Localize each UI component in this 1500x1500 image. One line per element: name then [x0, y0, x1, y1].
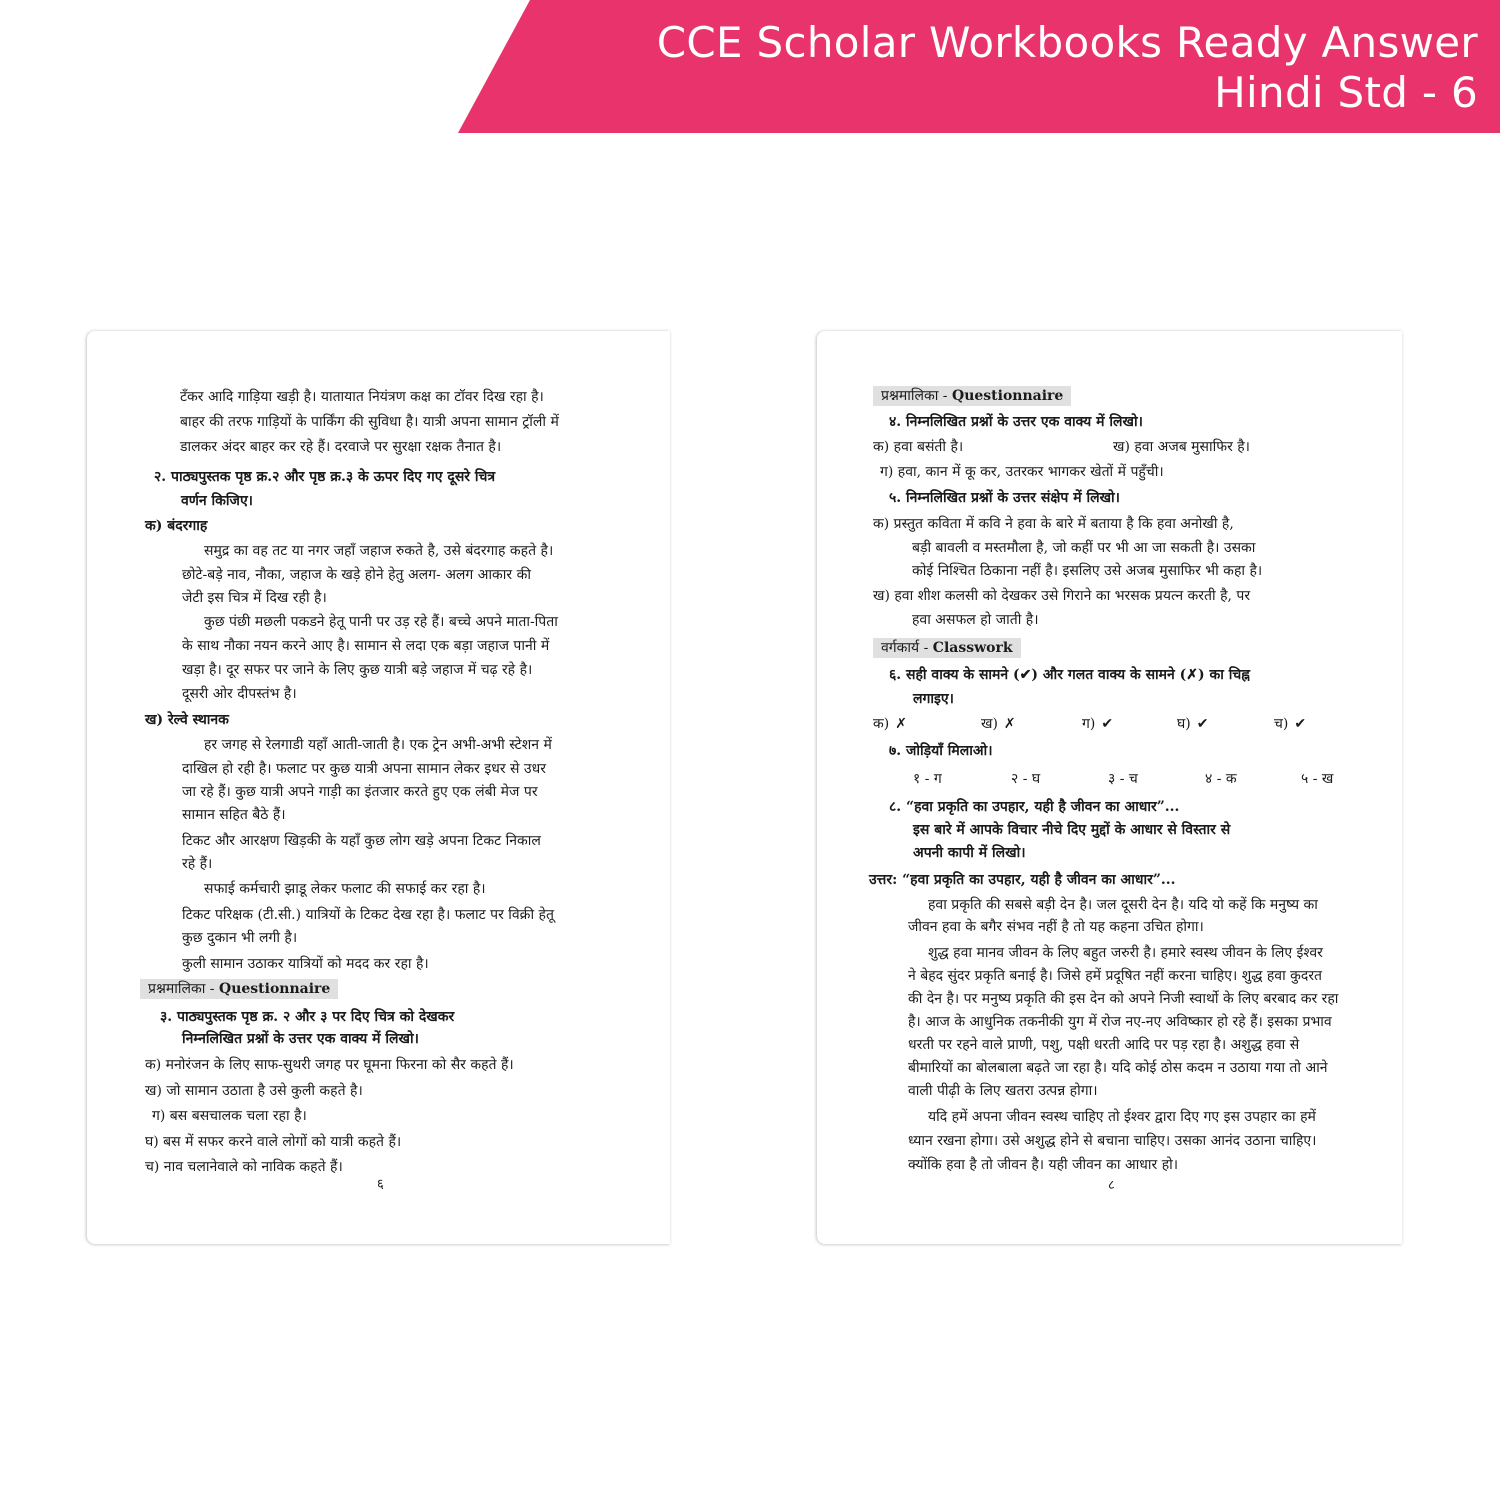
banner-title-line1: CCE Scholar Workbooks Ready Answer — [656, 18, 1478, 67]
mark-item — [1082, 714, 1113, 734]
text-line: दूसरी ओर दीपस्तंभ है। — [182, 686, 297, 702]
page-number: ६ — [377, 1177, 384, 1192]
answer-line: कोई निश्चित ठिकाना नहीं है। इसलिए उसे अजब मुसाफिर भी कहा है। — [912, 563, 1263, 579]
subheading-station: ख) रेल्वे स्थानक — [145, 712, 229, 728]
mark-item — [1177, 714, 1208, 734]
text-line: के साथ नौका नयन करने आए है। सामान से लदा एक बड़ा जहाज पानी में — [182, 638, 550, 654]
answer-line: क्योंकि हवा है तो जीवन है। यही जीवन का आधार हो। — [908, 1157, 1179, 1173]
question-7: ७. जोड़ियाँ मिलाओ। — [889, 743, 993, 759]
answer-line: ग) बस बसचालक चला रहा है। — [152, 1108, 307, 1124]
pair-item: ४ - क — [1205, 771, 1237, 787]
answer-heading: उत्तर: “हवा प्रकृति का उपहार, यही है जीवन का आधार”... — [869, 872, 1176, 888]
heading-english: Questionnaire — [219, 981, 331, 997]
pair-item: ३ - च — [1108, 771, 1138, 787]
text-line: समुद्र का वह तट या नगर जहाँ जहाज रुकते है, उसे बंदरगाह कहते है। — [204, 543, 554, 559]
subheading-port: क) बंदरगाह — [145, 518, 208, 534]
section-heading-questionnaire — [873, 386, 1071, 406]
answer-line: वाली पीढ़ी के लिए खतरा उत्पन्न होगा। — [908, 1083, 1098, 1099]
answer-line: है। आज के आधुनिक तकनीकी युग में रोज नए-नए अविष्कार हो रहे हैं। इसका प्रभाव — [908, 1014, 1332, 1030]
answer-line: ध्यान रखना होगा। उसे अशुद्ध होने से बचाना चाहिए। उसका आनंद उठाना चाहिए। — [908, 1133, 1317, 1149]
answer-line: क) प्रस्तुत कविता में कवि ने हवा के बारे में बताया है कि हवा अनोखी है, — [873, 516, 1234, 532]
banner-title — [657, 18, 1478, 118]
mark-label: च) — [1274, 716, 1289, 732]
heading-hindi: प्रश्नमालिका - — [881, 388, 952, 404]
question-8: ८. “हवा प्रकृति का उपहार, यही है जीवन का आधार”... — [889, 799, 1180, 815]
mark-label: ख) — [981, 716, 998, 732]
text-line: टिकट परिक्षक (टी.सी.) यात्रियों के टिकट देख रहा है। फलाट पर विक्री हेतू — [182, 907, 554, 923]
mark-symbol: ✔ — [1101, 716, 1114, 732]
pair-item: ५ - ख — [1301, 771, 1334, 787]
heading-hindi: वर्गकार्य - — [881, 640, 933, 656]
question-8-cont: अपनी कापी में लिखो। — [913, 845, 1026, 861]
answer-line: ख) जो सामान उठाता है उसे कुली कहते है। — [145, 1083, 363, 1099]
question-2: २. पाठ्यपुस्तक पृष्ठ क्र.२ और पृष्ठ क्र.३ के ऊपर दिए गए दूसरे चित्र — [154, 469, 496, 485]
question-2-cont: वर्णन किजिए। — [181, 493, 253, 509]
answer-line: शुद्ध हवा मानव जीवन के लिए बहुत जरुरी है। हमारे स्वस्थ जीवन के लिए ईश्वर — [928, 945, 1323, 961]
workbook-page-right — [817, 331, 1402, 1244]
answer-line: जीवन हवा के बगैर संभव नहीं है तो यह कहना उचित होगा। — [908, 919, 1204, 935]
page-number: ८ — [1108, 1178, 1115, 1193]
mark-label: घ) — [1177, 716, 1191, 732]
section-heading-questionnaire — [140, 979, 338, 999]
answer-line: ने बेहद सुंदर प्रकृति बनाई है। जिसे हमें प्रदूषित नहीं करना चाहिए। शुद्ध हवा कुदरत — [908, 968, 1323, 984]
mark-symbol: ✗ — [1003, 716, 1016, 732]
text-line: छोटे-बड़े नाव, नौका, जहाज के खड़े होने हेतु अलग- अलग आकार की — [182, 567, 531, 583]
question-6: ६. सही वाक्य के सामने (✔) और गलत वाक्य के सामने (✗) का चिह्न — [889, 667, 1251, 683]
text-line: टँकर आदि गाड़िया खड़ी है। यातायात नियंत्रण कक्ष का टॉवर दिख रहा है। — [180, 389, 544, 405]
text-line: जा रहे हैं। कुछ यात्री अपने गाड़ी का इंतजार करते हुए एक लंबी मेज पर — [182, 784, 538, 800]
question-5: ५. निम्नलिखित प्रश्नों के उत्तर संक्षेप में लिखो। — [889, 490, 1120, 506]
answer-line: क) मनोरंजन के लिए साफ-सुथरी जगह पर घूमना फिरना को सैर कहते हैं। — [145, 1057, 514, 1073]
text-line: जेटी इस चित्र में दिख रही है। — [182, 590, 327, 606]
question-3: ३. पाठ्यपुस्तक पृष्ठ क्र. २ और ३ पर दिए चित्र को देखकर — [160, 1009, 455, 1025]
answer-line: बड़ी बावली व मस्तमौला है, जो कहीं पर भी आ जा सकती है। उसका — [912, 540, 1256, 556]
text-line: कुछ दुकान भी लगी है। — [182, 930, 298, 946]
answer-line: क) हवा बसंती है। — [873, 439, 964, 455]
text-line: टिकट और आरक्षण खिड़की के यहाँ कुछ लोग खड़े अपना टिकट निकाल — [182, 833, 541, 849]
question-6-cont: लगाइए। — [913, 691, 954, 707]
text-line: डालकर अंदर बाहर कर रहे हैं। दरवाजे पर सुरक्षा रक्षक तैनात है। — [180, 439, 502, 455]
mark-symbol: ✔ — [1294, 716, 1307, 732]
section-heading-classwork — [873, 638, 1021, 658]
text-line: खड़ा है। दूर सफर पर जाने के लिए कुछ यात्री बड़े जहाज में चढ़ रहे है। — [182, 662, 533, 678]
heading-english: Classwork — [932, 640, 1013, 656]
answer-line: हवा प्रकृति की सबसे बड़ी देन है। जल दूसरी देन है। यदि यो कहें कि मनुष्य का — [928, 897, 1318, 913]
text-line: बाहर की तरफ गाड़ियों के पार्किंग की सुविधा है। यात्री अपना सामान ट्रॉली में — [180, 414, 559, 430]
answer-line: धरती पर रहने वाले प्राणी, पशु, पक्षी धरती आदि पर पड़ रहा है। अशुद्ध हवा से — [908, 1037, 1300, 1053]
text-line: कुली सामान उठाकर यात्रियों को मदद कर रहा है। — [182, 956, 429, 972]
pair-item: १ - ग — [913, 771, 942, 787]
mark-symbol: ✔ — [1196, 716, 1209, 732]
banner-title-line2: Hindi Std - 6 — [1214, 68, 1478, 117]
text-line: दाखिल हो रही है। फलाट पर कुछ यात्री अपना सामान लेकर इधर से उधर — [182, 761, 546, 777]
mark-symbol: ✗ — [895, 716, 907, 732]
question-8-cont: इस बारे में आपके विचार नीचे दिए मुद्दों के आधार से विस्तार से — [913, 822, 1231, 838]
question-3-cont: निम्नलिखित प्रश्नों के उत्तर एक वाक्य में लिखो। — [182, 1031, 419, 1047]
text-line: सामान सहित बैठे हैं। — [182, 807, 286, 823]
heading-hindi: प्रश्नमालिका - — [148, 981, 219, 997]
mark-item — [1274, 714, 1306, 734]
answer-line: बीमारियों का बोलबाला बढ़ते जा रहा है। यदि कोई ठोस कदम न उठाया गया तो आने — [908, 1060, 1328, 1076]
mark-label: ग) — [1082, 716, 1096, 732]
text-line: सफाई कर्मचारी झाडू लेकर फलाट की सफाई कर रहा है। — [204, 881, 486, 897]
answer-line: ख) हवा अजब मुसाफिर है। — [1113, 439, 1250, 455]
heading-english: Questionnaire — [952, 388, 1064, 404]
answer-line: ग) हवा, कान में कू कर, उतरकर भागकर खेतों में पहुँची। — [880, 464, 1164, 480]
text-line: हर जगह से रेलगाडी यहाँ आती-जाती है। एक ट्रेन अभी-अभी स्टेशन में — [204, 737, 552, 753]
pair-item: २ - घ — [1011, 771, 1041, 787]
answer-line: यदि हमें अपना जीवन स्वस्थ चाहिए तो ईश्वर द्वारा दिए गए इस उपहार का हमें — [928, 1109, 1316, 1125]
mark-item — [873, 714, 907, 734]
mark-label: क) — [873, 716, 890, 732]
question-4: ४. निम्नलिखित प्रश्नों के उत्तर एक वाक्य में लिखो। — [889, 414, 1143, 430]
answer-line: हवा असफल हो जाती है। — [912, 612, 1039, 628]
mark-item — [981, 714, 1016, 734]
workbook-page-left — [87, 331, 670, 1244]
answer-line: च) नाव चलानेवाले को नाविक कहते हैं। — [145, 1159, 343, 1175]
text-line: कुछ पंछी मछली पकडने हेतू पानी पर उड़ रहे हैं। बच्चे अपने माता-पिता — [204, 614, 558, 630]
text-line: रहे हैं। — [182, 856, 213, 872]
answer-line: की देन है। पर मनुष्य प्रकृति की इस देन को अपने निजी स्वार्थो के लिए बरबाद कर रहा — [908, 991, 1339, 1007]
answer-line: ख) हवा शीश कलसी को देखकर उसे गिराने का भरसक प्रयत्न करती है, पर — [873, 588, 1251, 604]
answer-line: घ) बस में सफर करने वाले लोगों को यात्री कहते हैं। — [145, 1134, 402, 1150]
title-banner — [0, 0, 1500, 133]
